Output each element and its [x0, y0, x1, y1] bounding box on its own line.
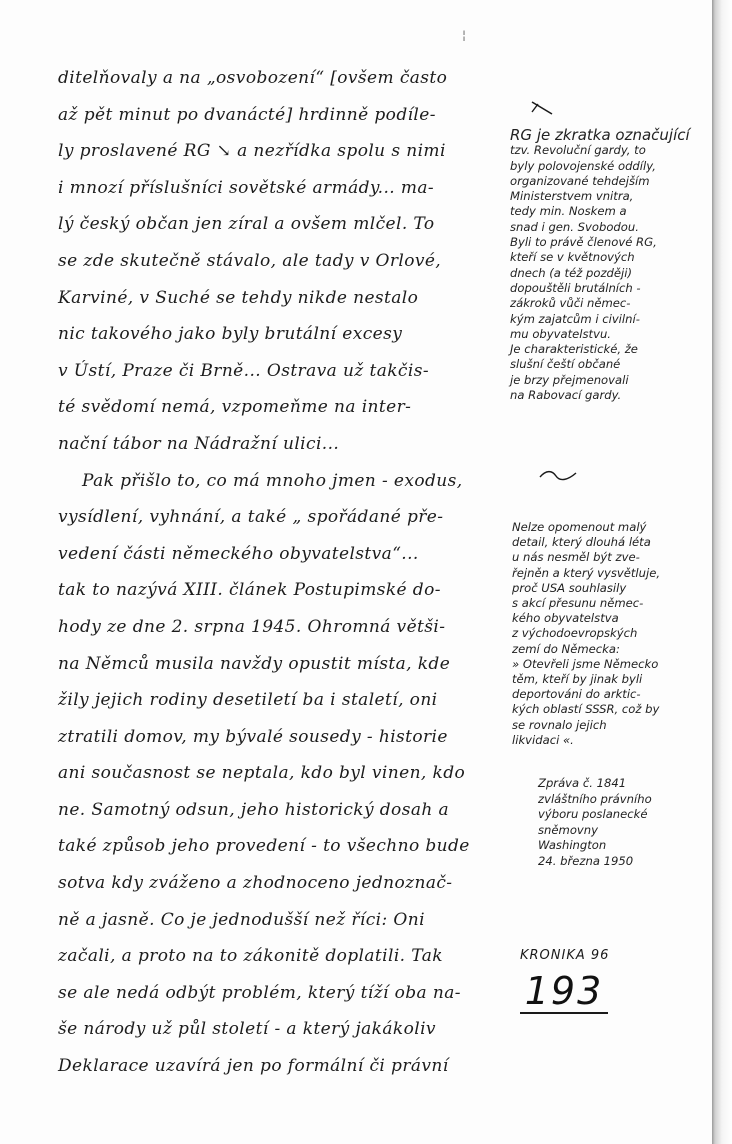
side-note-line: snad i gen. Svobodou. [510, 219, 639, 234]
main-text-line: sotva kdy zváženo a zhodnoceno jednoznač- [58, 873, 453, 894]
side-note-line: kteří se v květnových [510, 250, 635, 265]
side-note-line: Nelze opomenout malý [512, 520, 647, 534]
side-note-line: deportováni do arktic- [512, 687, 641, 702]
main-text-line: i mnozí příslušníci sovětské armády... ma- [58, 177, 435, 198]
main-text-line: ly proslavené RG ↘ a nezřídka spolu s nimi [58, 141, 446, 162]
side-note-line: dnech (a též později) [510, 265, 633, 280]
side-note-line: slušní čeští občané [510, 357, 621, 372]
main-text-line: vedení části německého obyvatelstva“... [58, 543, 419, 564]
side-note-usa [512, 520, 660, 748]
side-note-line: dopouštěli brutálních - [510, 280, 641, 295]
main-text-line: nic takového jako byly brutální excesy [58, 324, 403, 345]
side-note-line: kého obyvatelstva [512, 611, 619, 626]
citation-line: Washington [538, 838, 607, 853]
main-text-line: Karviné, v Suché se tehdy nikde nestalo [58, 287, 419, 308]
side-note-line: tedy min. Noskem a [510, 204, 627, 219]
side-note-line: řejněn a který vysvětluje, [512, 565, 661, 580]
side-note-line: je brzy přejmenovali [510, 372, 629, 387]
side-note-line: detail, který dlouhá léta [512, 535, 651, 550]
main-text-line: na Němců musila navždy opustit místa, kde [58, 653, 451, 674]
side-note-line: tzv. Revoluční gardy, to [510, 143, 646, 158]
main-text-line: hody ze dne 2. srpna 1945. Ohromná větši- [58, 616, 446, 637]
main-text-line: Deklarace uzavírá jen po formální či právní [58, 1056, 449, 1077]
main-text-line: tak to nazývá XIII. článek Postupimské do- [58, 580, 441, 601]
main-text-line: žily jejich rodiny desetiletí ba i staletí, oni [58, 690, 438, 711]
side-note-line: s akcí přesunu němec- [512, 596, 644, 611]
side-note-line: Ministerstvem vnitra, [510, 189, 634, 204]
side-note-line: likvidaci «. [512, 732, 574, 747]
main-text-line: nační tábor na Nádražní ulici... [58, 433, 340, 454]
side-note-line: se rovnalo jejich [512, 717, 607, 732]
side-note-line: mu obyvatelstvu. [510, 326, 611, 341]
side-note-line: na Rabovací gardy. [510, 388, 622, 403]
side-note-line: RG je zkratka označující [510, 126, 690, 144]
main-text-line: začali, a proto na to zákonitě doplatili. Tak [58, 946, 443, 967]
main-text-line: ani současnost se neptala, kdo byl vinen, kdo [58, 763, 466, 784]
side-note-line: kých oblastí SSSR, což by [512, 702, 660, 717]
main-text-line: se zde skutečně stávalo, ale tady v Orlové, [58, 250, 442, 271]
main-text-line: té svědomí nemá, vzpomeňme na inter- [58, 397, 412, 418]
side-note-line: byly polovojenské oddíly, [510, 158, 656, 173]
side-note-line: těm, kteří by jinak byli [512, 672, 643, 687]
main-text-line: v Ústí, Praze či Brně... Ostrava už takčis- [58, 360, 429, 381]
arrow-mark-icon [530, 100, 556, 122]
main-text-line: také způsob jeho provedení - to všechno bude [58, 836, 470, 857]
main-text [58, 60, 506, 1085]
top-mark: ¦ [462, 28, 467, 42]
source-citation [538, 776, 652, 870]
main-text-line: se ale nedá odbýt problém, který tíží oba na- [58, 982, 461, 1003]
citation-line: sněmovny [538, 822, 598, 837]
main-text-line: lý český občan jen zíral a ovšem mlčel. To [58, 214, 435, 235]
main-text-line: še národy už půl století - a který jakákoliv [58, 1019, 436, 1040]
citation-line: 24. března 1950 [538, 853, 634, 868]
main-text-line: ně a jasně. Co je jednodušší než říci: Oni [58, 909, 425, 930]
main-text-line: ne. Samotný odsun, jeho historický dosah a [58, 799, 450, 820]
citation-line: Zpráva č. 1841 [538, 776, 627, 790]
side-note-line: zákroků vůči němec- [510, 296, 631, 311]
side-note-line: » Otevřeli jsme Německo [512, 656, 659, 671]
side-note-line: organizované tehdejším [510, 173, 650, 188]
side-note-rg [510, 128, 690, 403]
chronicle-label: KRONIKA 96 [520, 948, 610, 963]
side-note-line: u nás nesměl být zve- [512, 550, 640, 565]
main-text-line: ditelňovaly a na „osvobození“ [ovšem často [58, 68, 448, 88]
side-note-line: Je charakteristické, že [510, 342, 638, 357]
main-text-line: ztratili domov, my bývalé sousedy - historie [58, 726, 448, 747]
main-text-line: až pět minut po dvanácté] hrdinně podíle- [58, 104, 436, 125]
side-note-line: kým zajatcům i civilní- [510, 311, 640, 326]
side-note-line: proč USA souhlasily [512, 580, 627, 595]
citation-line: zvláštního právního [538, 791, 652, 806]
main-text-line: Pak přišlo to, co má mnoho jmen - exodus, [82, 470, 463, 491]
side-note-line: z východoevropských [512, 626, 638, 641]
side-note-line: Byli to právě členové RG, [510, 235, 657, 250]
citation-line: výboru poslanecké [538, 807, 648, 822]
side-note-line: zemí do Německa: [512, 641, 620, 656]
page-edge-shadow [712, 0, 732, 1144]
divider-mark-icon [538, 468, 578, 482]
main-text-line: vysídlení, vyhnání, a také „ spořádané pře- [58, 507, 444, 528]
page-number: 193 [520, 970, 608, 1014]
